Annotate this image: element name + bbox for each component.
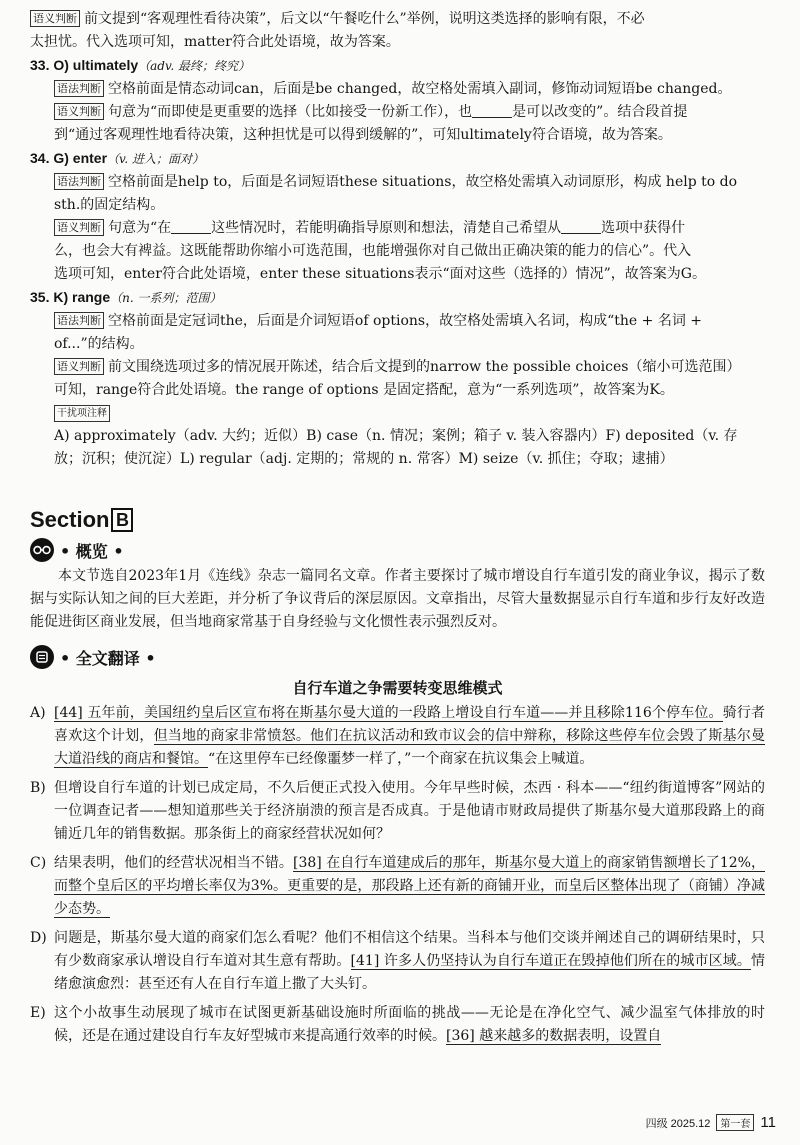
exam-level: 四级 2025.12 <box>645 1117 711 1130</box>
grammar-judgment-tag: 语法判断 <box>54 80 104 97</box>
paragraph-b: B) 但增设自行车道的计划已成定局，不久后便正式投入使用。今年早些时候，杰西 · 科本——“纽约街道博客”网站的一位调查记者——想知道那些关于经济崩溃的预言是否成真。于是他请市财政局提供了斯基尔曼大道那段路上的商铺近几年的销售数据。那条街上的商家经营状况如何？ <box>30 780 765 842</box>
semantic-judgment-tag: 语义判断 <box>54 103 104 120</box>
question-34-header: 34. G) enter（v. 进入；面对） <box>30 150 205 166</box>
q34-semantic-line-2: 么，也会大有裨益。这既能帮助你缩小可选范围，也能增强你对自己做出正确决策的能力的信心”。代入 <box>54 243 692 259</box>
grammar-judgment-tag: 语法判断 <box>54 173 104 190</box>
article-title: 自行车道之争需要转变思维模式 <box>292 679 503 697</box>
q34-grammar-line-1: 语法判断 空格前面是help to，后面是名词短语these situations，故空格处需填入动词原形，构成 help to do <box>30 171 765 194</box>
grammar-judgment-tag: 语法判断 <box>54 312 104 329</box>
q33-semantic-line-2: 到“通过客观理性地看待决策，这种担忧是可以得到缓解的”，可知ultimately符合语境，故为答案。 <box>54 127 672 143</box>
answer-blank <box>561 219 601 234</box>
q35-semantic-line-2: 可知，range符合此处语境。the range of options 是固定搭配，意为“一系列选项”，故答案为K。 <box>54 382 674 398</box>
q35-distractor-line-1: A) approximately（adv. 大约；近似）B) case（n. 情况；案例；箱子 v. 装入容器内）F) deposited（v. 存 <box>54 428 738 444</box>
paragraph-a: A) [44] 五年前，美国纽约皇后区宣布将在斯基尔曼大道的一段路上增设自行车道——并且移除116个停车位。骑行者喜欢这个计划，但当地的商家非常愤怒。他们在抗议活动和致市议会的信中辩称，移除这些停车位会毁了斯基尔曼大道沿线的商店和餐馆。“在这里停车已经像噩梦一样了，”一个商家在抗议集会上喊道。 <box>30 705 766 767</box>
distractor-notes-tag: 干扰项注释 <box>54 405 110 422</box>
semantic-judgment-tag: 语义判断 <box>54 219 104 236</box>
q34-semantic-line-3: 选项可知，enter符合此处语境，enter these situations表示“面对这些（选择的）情况”，故答案为G。 <box>54 266 706 282</box>
semantic-judgment-tag: 语义判断 <box>54 358 104 375</box>
q35-grammar-line-1: 语法判断 空格前面是定冠词the，后面是介词短语of options，故空格处需填入名词，构成“the + 名词 + <box>30 310 765 333</box>
prev-explanation-line-2: 太担忧。代入选项可知，matter符合此处语境，故为答案。 <box>30 34 400 50</box>
page-number: 11 <box>760 1114 776 1131</box>
paragraph-c: C) 结果表明，他们的经营状况相当不错。[38] 在自行车道建成后的那年，斯基尔曼大道上的商家销售额增长了12%，而整个皇后区的平均增长率仅为3%。更重要的是，那段路上还有新的商铺开业，而皇后区整体出现了（商铺）净减少态势。 <box>30 855 766 917</box>
overview-text: 本文节选自2023年1月《连线》杂志一篇同名文章。作者主要探讨了城市增设自行车道引发的商业争议，揭示了数据与实际认知之间的巨大差距，并分析了争议背后的深层原因。文章指出，尽管大量数据显示自行车道和步行友好改造能促进街区商业发展，但当地商家常基于自身经验与文化惯性表示强烈反对。 <box>30 568 765 630</box>
document-icon <box>30 645 54 669</box>
q34-semantic-line-1: 语义判断 句意为“在 这些情况时，若能明确指导原则和想法，清楚自己希望从 选项中获得什 <box>30 217 765 240</box>
semantic-judgment-tag: 语义判断 <box>30 10 80 27</box>
glasses-icon <box>30 538 54 562</box>
paragraph-e: E) 这个小故事生动展现了城市在试图更新基础设施时所面临的挑战——无论是在净化空气、减少温室气体排放的时候，还是在通过建设自行车友好型城市来提高通行效率的时候。[36] 越来越多的数据表明，设置自 <box>30 1005 765 1044</box>
q35-distractor-tag-line <box>30 402 765 425</box>
q34-grammar-line-2: sth.的固定结构。 <box>54 197 165 213</box>
translation-header: • 全文翻译 • <box>30 642 765 672</box>
page-footer <box>646 1114 776 1131</box>
answer-blank <box>171 219 211 234</box>
q33-semantic-line-1: 语义判断 句意为“而即使是更重要的选择（比如接受一份新工作），也 是可以改变的”。结合段首提 <box>30 101 765 124</box>
q35-grammar-line-2: of...”的结构。 <box>54 336 144 352</box>
prev-explanation-line-1: 语义判断 前文提到“客观理性看待决策”，后文以“午餐吃什么”举例，说明这类选择的影响有限，不必 <box>30 8 765 31</box>
q33-grammar: 语法判断 空格前面是情态动词can，后面是be changed，故空格处需填入副词，修饰动词短语be changed。 <box>30 78 765 101</box>
q35-semantic-line-1: 语义判断 前文围绕选项过多的情况展开陈述，结合后文提到的narrow the possible choices（缩小可选范围） <box>30 356 765 379</box>
question-33-header: 33. O) ultimately（adv. 最终；终究） <box>30 57 250 73</box>
q35-distractor-line-2: 放；沉积；使沉淀）L) regular（adj. 定期的；常规的 n. 常客）M) seize（v. 抓住；夺取；逮捕） <box>54 451 674 467</box>
section-title: Section B <box>30 505 765 535</box>
page-content <box>30 8 765 1048</box>
issue-label: 第一套 <box>716 1114 754 1131</box>
paragraph-d: D) 问题是，斯基尔曼大道的商家们怎么看呢？他们不相信这个结果。当科本与他们交谈并阐述自己的调研结果时，只有少数商家承认增设自行车道对其生意有帮助。[41] 许多人仍坚持认为自行车道正在毁掉他们所在的城市区域。情绪愈演愈烈：甚至还有人在自行车道上撒了大头钉。 <box>30 930 766 992</box>
question-35-header: 35. K) range（n. 一系列；范围） <box>30 289 222 305</box>
answer-blank <box>472 103 512 118</box>
section-letter-box: B <box>111 508 133 532</box>
overview-header: • 概览 • <box>30 535 765 565</box>
